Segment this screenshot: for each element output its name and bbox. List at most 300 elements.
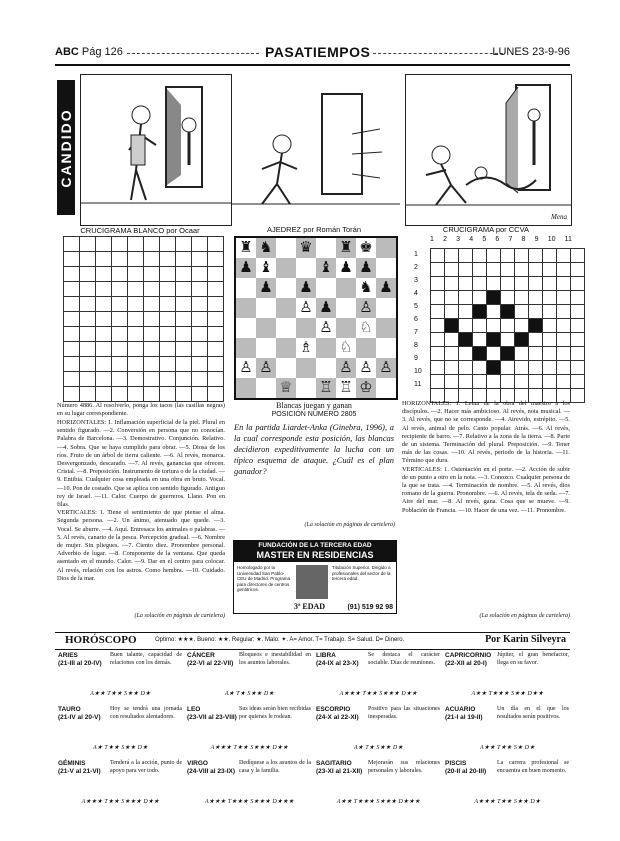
grid-cell bbox=[431, 277, 445, 291]
grid-cell bbox=[501, 375, 515, 389]
grid-cell bbox=[459, 277, 473, 291]
grid-cell bbox=[557, 333, 571, 347]
grid-cell bbox=[529, 347, 543, 361]
grid-cell bbox=[571, 291, 585, 305]
grid-cell bbox=[445, 319, 459, 333]
grid-cell bbox=[176, 297, 192, 312]
grid-cell bbox=[487, 249, 501, 263]
grid-cell bbox=[160, 252, 176, 267]
grid-cell bbox=[208, 252, 224, 267]
grid-cell bbox=[487, 277, 501, 291]
grid-cell bbox=[543, 319, 557, 333]
col-number: 2 bbox=[443, 236, 447, 243]
grid-cell bbox=[192, 357, 208, 372]
grid-cell bbox=[473, 249, 487, 263]
grid-cell bbox=[144, 342, 160, 357]
comic-panel-1 bbox=[80, 74, 232, 226]
horoscope-header bbox=[55, 632, 570, 650]
grid-cell bbox=[208, 297, 224, 312]
grid-cell bbox=[80, 252, 96, 267]
col-number: 11 bbox=[564, 236, 572, 243]
grid-cell bbox=[487, 347, 501, 361]
grid-cell bbox=[501, 291, 515, 305]
grid-cell bbox=[445, 333, 459, 347]
horoscope-legend: Óptimo: ★★★. Bueno: ★★. Regular: ★. Malo: ✦. A= Amor. T= Trabajo. S= Salud. D= Dinero. bbox=[155, 637, 405, 643]
grid-cell bbox=[160, 327, 176, 342]
grid-cell bbox=[64, 387, 80, 402]
crossword-blank-intro: Número 4886. Al resolverlo, ponga los tacos (las casillas negras) en su lugar correspondiente. bbox=[57, 402, 225, 418]
chess-square: ♘ bbox=[339, 340, 353, 356]
grid-cell bbox=[543, 291, 557, 305]
grid-cell bbox=[557, 291, 571, 305]
grid-cell bbox=[64, 282, 80, 297]
grid-cell bbox=[473, 361, 487, 375]
grid-cell bbox=[445, 361, 459, 375]
chess-square: ♟ bbox=[376, 278, 396, 298]
grid-cell bbox=[160, 387, 176, 402]
grid-cell bbox=[96, 387, 112, 402]
grid-cell bbox=[144, 267, 160, 282]
grid-cell bbox=[176, 312, 192, 327]
grid-cell bbox=[112, 282, 128, 297]
row-number: 5 bbox=[414, 303, 418, 310]
grid-cell bbox=[112, 342, 128, 357]
grid-cell bbox=[160, 342, 176, 357]
chess-square bbox=[376, 238, 396, 258]
sign-name: ACUARIO (21-I al 19-II) bbox=[445, 706, 483, 721]
grid-cell bbox=[112, 252, 128, 267]
grid-cell bbox=[571, 305, 585, 319]
chess-square bbox=[236, 338, 256, 358]
chess-square bbox=[276, 338, 296, 358]
page-date: LUNES 23-9-96 bbox=[492, 46, 570, 58]
sign-name: CÁNCER (22-VI al 22-VII) bbox=[187, 652, 234, 667]
page-number: Pág 126 bbox=[81, 46, 123, 58]
grid-cell bbox=[571, 333, 585, 347]
sign-text: Sus ideas serán bien recibidas por quienes le rodean. bbox=[239, 706, 311, 720]
grid-cell bbox=[112, 297, 128, 312]
chess-square bbox=[336, 298, 356, 318]
comic-panel-2 bbox=[232, 74, 400, 224]
crossword-ccva-row-numbers bbox=[414, 248, 422, 391]
grid-cell bbox=[529, 263, 543, 277]
grid-cell bbox=[501, 319, 515, 333]
grid-cell bbox=[501, 305, 515, 319]
crossword-ccva-col-numbers bbox=[430, 236, 572, 243]
chess-square bbox=[316, 278, 336, 298]
grid-cell bbox=[459, 347, 473, 361]
chess-square bbox=[276, 298, 296, 318]
chess-square bbox=[316, 338, 336, 358]
advertisement[interactable] bbox=[233, 540, 397, 614]
sign-rating: A★ T★★ S★★ D★ bbox=[92, 745, 148, 751]
grid-cell bbox=[192, 252, 208, 267]
grid-cell bbox=[473, 305, 487, 319]
chess-square: ♜ bbox=[239, 240, 253, 256]
grid-cell bbox=[431, 347, 445, 361]
grid-cell bbox=[571, 389, 585, 403]
grid-cell bbox=[501, 263, 515, 277]
chess-square: ♙ bbox=[319, 320, 333, 336]
chess-square: ♝ bbox=[259, 260, 273, 276]
section-title: PASATIEMPOS bbox=[265, 44, 371, 60]
grid-cell bbox=[160, 312, 176, 327]
grid-cell bbox=[431, 319, 445, 333]
grid-cell bbox=[445, 249, 459, 263]
chess-square: ♙ bbox=[356, 298, 376, 318]
sign-text: Se destaca el carácter sociable. Días de reuniones. bbox=[368, 652, 440, 666]
grid-cell bbox=[557, 347, 571, 361]
sign-name: CAPRICORNIO (22-XII al 20-I) bbox=[445, 652, 492, 667]
sign-rating: A★★★ T★★ S★★ D★ bbox=[474, 799, 541, 805]
grid-cell bbox=[80, 297, 96, 312]
crossword-blank-grid bbox=[63, 236, 224, 402]
chess-square: ♝ bbox=[316, 258, 336, 278]
horoscope-sign bbox=[187, 652, 312, 704]
grid-cell bbox=[208, 237, 224, 252]
horoscope-title: HORÓSCOPO bbox=[65, 634, 137, 646]
grid-cell bbox=[96, 372, 112, 387]
horoscope-sign bbox=[58, 652, 183, 704]
grid-cell bbox=[80, 357, 96, 372]
grid-cell bbox=[160, 282, 176, 297]
chess-square: ♟ bbox=[236, 258, 256, 278]
grid-cell bbox=[160, 297, 176, 312]
comic-panel-3 bbox=[405, 74, 572, 226]
chess-square bbox=[316, 238, 336, 258]
horoscope-sign bbox=[445, 652, 570, 704]
sign-text: Mejorarán sus relaciones personales y laborales. bbox=[368, 760, 440, 774]
grid-cell bbox=[459, 249, 473, 263]
sign-text: Júpiter, el gran benefactor, llega en su favor. bbox=[497, 652, 569, 666]
grid-cell bbox=[501, 249, 515, 263]
grid-cell bbox=[96, 237, 112, 252]
grid-cell bbox=[515, 375, 529, 389]
grid-cell bbox=[64, 342, 80, 357]
chess-square bbox=[376, 258, 396, 278]
col-number: 4 bbox=[469, 236, 474, 243]
grid-cell bbox=[128, 267, 144, 282]
chess-square: ♟ bbox=[256, 278, 276, 298]
grid-cell bbox=[543, 375, 557, 389]
chess-square: ♛ bbox=[296, 238, 316, 258]
grid-cell bbox=[176, 387, 192, 402]
grid-cell bbox=[557, 249, 571, 263]
grid-cell bbox=[144, 297, 160, 312]
comic-drawing-3 bbox=[406, 75, 571, 225]
chess-square bbox=[356, 338, 376, 358]
sign-text: Bloqueos e inestabilidad en los asuntos laborales. bbox=[239, 652, 311, 666]
col-number: 7 bbox=[508, 236, 513, 243]
sign-rating: A★★★ T★★ S★★★ D★★ bbox=[339, 691, 418, 697]
grid-cell bbox=[96, 312, 112, 327]
grid-cell bbox=[128, 327, 144, 342]
grid-cell bbox=[515, 291, 529, 305]
grid-cell bbox=[64, 312, 80, 327]
grid-cell bbox=[128, 342, 144, 357]
chess-square bbox=[276, 238, 296, 258]
sign-name: LIBRA (24-IX al 23-X) bbox=[316, 652, 359, 667]
sign-name: GÉMINIS (21-V al 21-VI) bbox=[58, 760, 101, 775]
comic-signature: Mena bbox=[551, 213, 567, 221]
grid-cell bbox=[192, 327, 208, 342]
grid-cell bbox=[459, 263, 473, 277]
col-number: 10 bbox=[547, 236, 556, 243]
grid-cell bbox=[501, 277, 515, 291]
grid-cell bbox=[571, 263, 585, 277]
grid-cell bbox=[80, 387, 96, 402]
row-number: 9 bbox=[414, 355, 418, 362]
crossword-blank-title: CRUCIGRAMA BLANCO por Ocaar bbox=[80, 226, 200, 235]
col-number: 8 bbox=[521, 236, 526, 243]
grid-cell bbox=[96, 282, 112, 297]
grid-cell bbox=[459, 305, 473, 319]
grid-cell bbox=[96, 357, 112, 372]
ad-phone: (91) 519 92 98 bbox=[347, 604, 393, 611]
grid-cell bbox=[128, 312, 144, 327]
row-number: 7 bbox=[414, 329, 418, 336]
grid-cell bbox=[473, 347, 487, 361]
sign-rating: A★★ T★★★ S★★ D★★ bbox=[471, 691, 544, 697]
col-number: 3 bbox=[456, 236, 461, 243]
chess-square: ♜ bbox=[336, 238, 356, 258]
horoscope-sign bbox=[58, 706, 183, 758]
chess-square: ♞ bbox=[359, 280, 373, 296]
crossword-ccva-grid bbox=[430, 248, 585, 403]
grid-cell bbox=[192, 312, 208, 327]
paper-name: ABC Pág 126 bbox=[55, 46, 123, 58]
horoscope-grid bbox=[58, 652, 570, 812]
chess-square: ♙ bbox=[256, 358, 276, 378]
grid-cell bbox=[487, 263, 501, 277]
chess-square bbox=[236, 378, 256, 398]
sign-rating: A★★ T★★ S★★ D★ bbox=[90, 691, 151, 697]
grid-cell bbox=[543, 305, 557, 319]
grid-cell bbox=[487, 319, 501, 333]
grid-cell bbox=[192, 372, 208, 387]
grid-cell bbox=[176, 252, 192, 267]
grid-cell bbox=[571, 277, 585, 291]
sign-rating: A★ T★ S★★ D★ bbox=[353, 745, 404, 751]
grid-cell bbox=[571, 347, 585, 361]
grid-cell bbox=[144, 312, 160, 327]
grid-cell bbox=[445, 263, 459, 277]
horoscope-sign bbox=[316, 652, 441, 704]
grid-cell bbox=[473, 375, 487, 389]
grid-cell bbox=[192, 342, 208, 357]
grid-cell bbox=[80, 267, 96, 282]
comic-title-bar bbox=[57, 80, 75, 215]
sign-name: ARIES (21-III al 20-IV) bbox=[58, 652, 102, 667]
grid-cell bbox=[64, 267, 80, 282]
grid-cell bbox=[529, 249, 543, 263]
grid-cell bbox=[144, 372, 160, 387]
sign-text: Hoy se tendrá una jornada con resultados alentadores. bbox=[110, 706, 182, 720]
chess-square bbox=[276, 278, 296, 298]
sign-name: TAURO (21-IV al 20-V) bbox=[58, 706, 101, 721]
sign-rating: A★ T★ S★★ D★ bbox=[224, 691, 275, 697]
grid-cell bbox=[445, 291, 459, 305]
horoscope-sign bbox=[316, 706, 441, 758]
grid-cell bbox=[571, 375, 585, 389]
crossword-blank-solution: (La solución en páginas de cartelera) bbox=[134, 613, 225, 619]
grid-cell bbox=[543, 277, 557, 291]
chess-square: ♘ bbox=[359, 320, 373, 336]
grid-cell bbox=[128, 252, 144, 267]
grid-cell bbox=[192, 387, 208, 402]
horoscope-sign bbox=[316, 760, 441, 812]
chess-square bbox=[296, 258, 316, 278]
comic-drawing-1 bbox=[81, 75, 231, 225]
grid-cell bbox=[543, 263, 557, 277]
grid-cell bbox=[64, 252, 80, 267]
grid-cell bbox=[64, 237, 80, 252]
chess-square bbox=[256, 318, 276, 338]
grid-cell bbox=[176, 267, 192, 282]
grid-cell bbox=[529, 291, 543, 305]
row-number: 10 bbox=[414, 368, 422, 375]
chess-square bbox=[336, 318, 356, 338]
grid-cell bbox=[459, 361, 473, 375]
chess-square: ♙ bbox=[299, 300, 313, 316]
chess-square: ♗ bbox=[299, 340, 313, 356]
chess-square: ♟ bbox=[296, 278, 316, 298]
sign-name: SAGITARIO (23-XI al 21-XII) bbox=[316, 760, 363, 775]
chess-square: ♙ bbox=[336, 358, 356, 378]
chess-square bbox=[376, 338, 396, 358]
grid-cell bbox=[445, 347, 459, 361]
grid-cell bbox=[144, 237, 160, 252]
grid-cell bbox=[128, 282, 144, 297]
grid-cell bbox=[80, 282, 96, 297]
comic-drawing-2 bbox=[232, 74, 400, 224]
sign-name: PISCIS (20-II al 20-III) bbox=[445, 760, 487, 775]
chess-square bbox=[376, 298, 396, 318]
row-number: 2 bbox=[414, 264, 418, 271]
grid-cell bbox=[431, 305, 445, 319]
grid-cell bbox=[487, 333, 501, 347]
grid-cell bbox=[208, 267, 224, 282]
grid-cell bbox=[529, 319, 543, 333]
sign-rating: A★★★ T★★ S★★★ D★★ bbox=[210, 745, 289, 751]
sign-rating: A★★★ T★★★ S★★★ D★★★ bbox=[204, 799, 295, 805]
grid-cell bbox=[208, 357, 224, 372]
chess-title: AJEDREZ por Román Torán bbox=[266, 225, 362, 234]
grid-cell bbox=[501, 333, 515, 347]
chess-square: ♟ bbox=[356, 258, 376, 278]
chess-square bbox=[276, 318, 296, 338]
chess-square: ♙ bbox=[376, 358, 396, 378]
grid-cell bbox=[431, 249, 445, 263]
grid-cell bbox=[144, 387, 160, 402]
grid-cell bbox=[144, 282, 160, 297]
grid-cell bbox=[487, 375, 501, 389]
grid-cell bbox=[445, 375, 459, 389]
horoscope-sign bbox=[445, 706, 570, 758]
grid-cell bbox=[487, 305, 501, 319]
grid-cell bbox=[571, 319, 585, 333]
grid-cell bbox=[64, 357, 80, 372]
sign-text: Dedíquese a los asuntos de la casa y la familia. bbox=[239, 760, 311, 774]
grid-cell bbox=[459, 333, 473, 347]
chess-square: ♖ bbox=[316, 378, 336, 398]
grid-cell bbox=[501, 361, 515, 375]
chess-square: ♟ bbox=[339, 260, 353, 276]
sign-text: Un día en el que los resultados serán positivos. bbox=[497, 706, 569, 720]
grid-cell bbox=[473, 277, 487, 291]
chess-square bbox=[256, 298, 276, 318]
row-number: 4 bbox=[414, 290, 418, 297]
page-header bbox=[55, 44, 570, 62]
grid-cell bbox=[128, 387, 144, 402]
grid-cell bbox=[208, 342, 224, 357]
sign-text: Tenderá a la acción, punto de apoyo para ver todo. bbox=[110, 760, 182, 774]
sign-text: La carrera profesional se encuentra en buen momento. bbox=[497, 760, 569, 774]
chess-square: ♟ bbox=[316, 298, 336, 318]
grid-cell bbox=[128, 297, 144, 312]
grid-cell bbox=[160, 357, 176, 372]
grid-cell bbox=[96, 267, 112, 282]
ad-top: FUNDACIÓN DE LA TERCERA EDAD bbox=[234, 541, 396, 550]
chess-square bbox=[236, 298, 256, 318]
grid-cell bbox=[80, 342, 96, 357]
chess-square bbox=[236, 278, 256, 298]
row-number: 3 bbox=[414, 277, 418, 284]
chess-problem-text: En la partida Liardet-Anka (Ginebra, 1996), a la cual corresponde esta posición, las blancas decidieron expeditivamente la lucha con un típico esquema de ataque. ¿Cuál es el plan ganador? bbox=[234, 423, 394, 476]
grid-cell bbox=[96, 297, 112, 312]
grid-cell bbox=[176, 372, 192, 387]
grid-cell bbox=[176, 327, 192, 342]
col-number: 1 bbox=[430, 236, 434, 243]
horoscope-author: Por Karin Silveyra bbox=[485, 634, 566, 645]
grid-cell bbox=[445, 305, 459, 319]
grid-cell bbox=[112, 267, 128, 282]
grid-cell bbox=[571, 249, 585, 263]
horoscope-sign bbox=[58, 760, 183, 812]
chess-square: ♖ bbox=[339, 380, 353, 396]
chess-square bbox=[296, 358, 316, 378]
grid-cell bbox=[128, 372, 144, 387]
grid-cell bbox=[557, 263, 571, 277]
grid-cell bbox=[144, 252, 160, 267]
grid-cell bbox=[557, 277, 571, 291]
horoscope-sign bbox=[445, 760, 570, 812]
sign-text: Buen talante, capacidad de relaciones con los demás. bbox=[110, 652, 182, 666]
grid-cell bbox=[557, 375, 571, 389]
grid-cell bbox=[208, 312, 224, 327]
ad-title: MASTER EN RESIDENCIAS bbox=[234, 550, 396, 562]
grid-cell bbox=[515, 361, 529, 375]
grid-cell bbox=[208, 387, 224, 402]
chess-square: ♚ bbox=[359, 240, 373, 256]
grid-cell bbox=[515, 305, 529, 319]
grid-cell bbox=[473, 291, 487, 305]
grid-cell bbox=[515, 333, 529, 347]
grid-cell bbox=[64, 372, 80, 387]
chess-square bbox=[276, 358, 296, 378]
grid-cell bbox=[208, 327, 224, 342]
grid-cell bbox=[487, 291, 501, 305]
crossword-ccva-solution: (La solución en páginas de cartelera) bbox=[479, 613, 570, 619]
grid-cell bbox=[487, 361, 501, 375]
chess-subtitle: Blancas juegan y ganan bbox=[276, 401, 352, 410]
sign-rating: A★★ T★★ S★ D★ bbox=[479, 745, 535, 751]
grid-cell bbox=[459, 375, 473, 389]
grid-cell bbox=[192, 282, 208, 297]
horoscope-sign bbox=[187, 760, 312, 812]
grid-cell bbox=[529, 333, 543, 347]
grid-cell bbox=[515, 263, 529, 277]
